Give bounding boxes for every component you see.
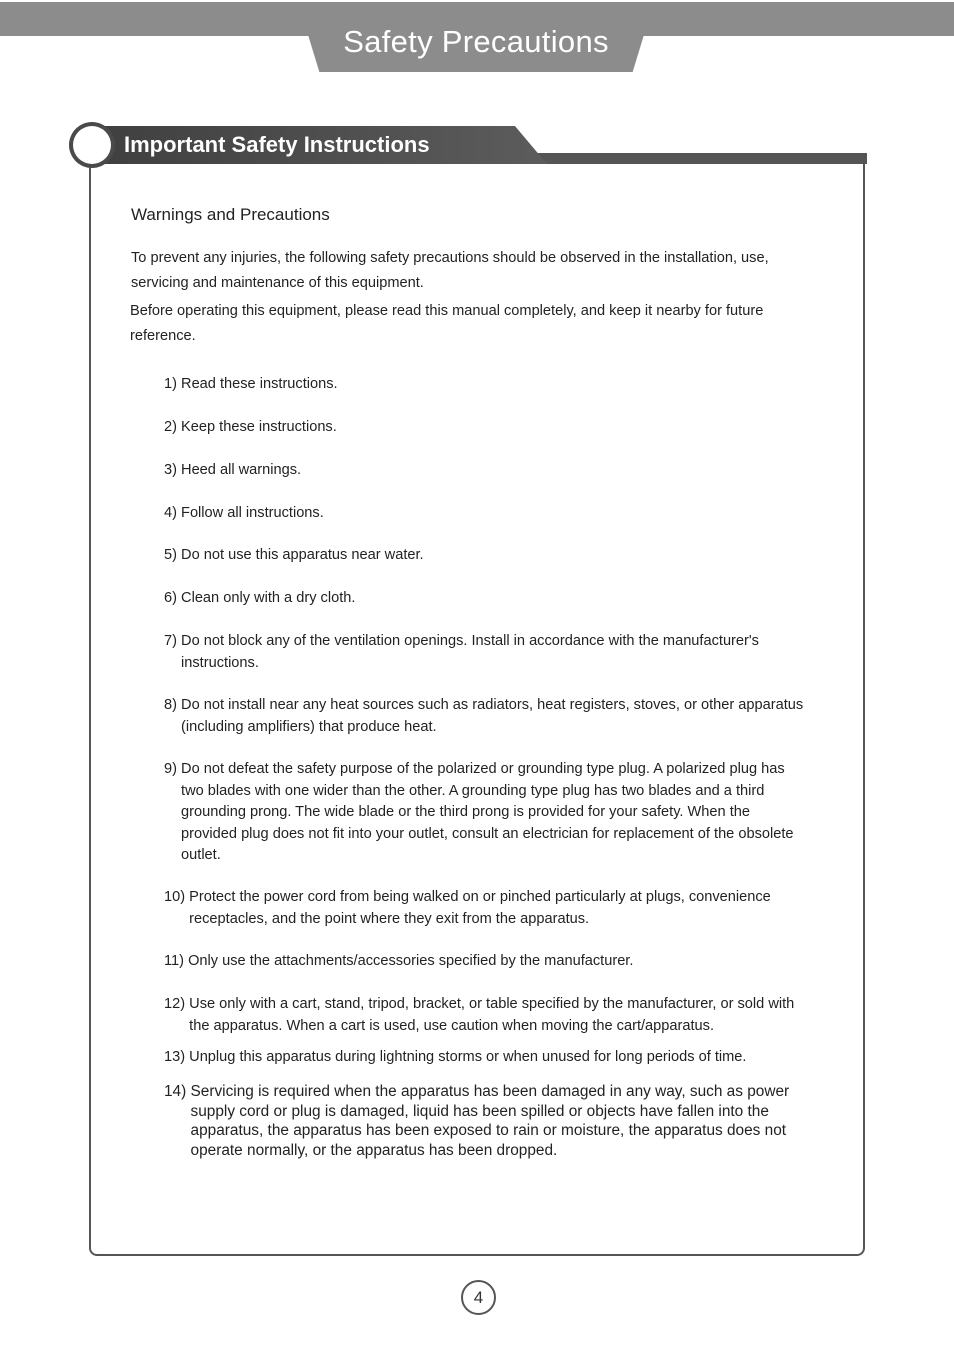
list-item [164, 759, 804, 867]
item-text: Clean only with a dry cloth. [181, 590, 356, 606]
read-manual-paragraph: Before operating this equipment, please read this manual completely, and keep it nearby for future reference. [130, 303, 764, 344]
warnings-title: Warnings and Precautions [131, 205, 330, 224]
list-item [164, 417, 804, 439]
list-item [164, 951, 804, 973]
item-text: Unplug this apparatus during lightning storms or when unused for long periods of time. [189, 1049, 747, 1065]
item-text: Only use the attachments/accessories specified by the manufacturer. [188, 953, 634, 969]
item-text: Do not block any of the ventilation openings. Install in accordance with the manufacturer's instructions. [181, 633, 759, 671]
item-number: 9) [164, 761, 182, 777]
item-number: 11) [164, 953, 189, 969]
list-item [164, 460, 804, 482]
item-number: 1) [164, 376, 182, 392]
page-number: 4 [461, 1280, 496, 1315]
item-text: Use only with a cart, stand, tripod, bracket, or table specified by the manufacturer, or sold with the apparatus. When a cart is used, use caution when moving the cart/apparatus. [189, 996, 795, 1034]
item-text: Do not defeat the safety purpose of the polarized or grounding type plug. A polarized plug has two blades with one wider than the other. A grounding type plug has two blades and a third grounding prong. The wide blade or the third prong is provided for your safety. When the provided plug does not fit into your outlet, consult an electrician for replacement of the obsolete outlet. [181, 761, 794, 863]
list-item [164, 588, 804, 610]
item-number: 2) [164, 419, 182, 435]
list-item [164, 374, 804, 396]
item-number: 4) [164, 505, 182, 521]
item-text: Follow all instructions. [181, 505, 324, 521]
item-number: 10) [164, 889, 190, 905]
item-text: Do not use this apparatus near water. [181, 547, 424, 563]
list-item [164, 994, 804, 1037]
item-number: 12) [164, 996, 190, 1012]
list-item [164, 631, 804, 674]
section-circle-inner [73, 126, 111, 164]
list-item [164, 503, 804, 525]
list-item [164, 1082, 824, 1160]
intro-paragraph: To prevent any injuries, the following safety precautions should be observed in the installation, use, servicing and maintenance of this equipment. [131, 250, 769, 291]
item-text: Heed all warnings. [181, 462, 302, 478]
item-text: Keep these instructions. [181, 419, 337, 435]
section-title: Important Safety Instructions [124, 132, 430, 157]
list-item [164, 545, 804, 567]
list-item [164, 1047, 804, 1069]
item-text: Do not install near any heat sources such as radiators, heat registers, stoves, or other apparatus (including amplifiers) that produce heat. [181, 697, 804, 735]
item-number: 8) [164, 697, 182, 713]
item-number: 6) [164, 590, 182, 606]
item-number: 13) [164, 1049, 190, 1065]
item-text: Protect the power cord from being walked on or pinched particularly at plugs, convenience receptacles, and the point where they exit from the apparatus. [189, 889, 771, 927]
item-number: 3) [164, 462, 182, 478]
page-title: Safety Precautions [343, 24, 609, 59]
item-number: 14) [164, 1083, 191, 1100]
list-item [164, 695, 804, 738]
item-number: 5) [164, 547, 182, 563]
item-text: Read these instructions. [181, 376, 338, 392]
item-text: Servicing is required when the apparatus has been damaged in any way, such as power supply cord or plug is damaged, liquid has been spilled or objects have fallen into the apparatus, the apparatus has been exposed to rain or moisture, the apparatus does not operate normally, or the apparatus has been dropped. [190, 1083, 790, 1159]
list-item [164, 887, 804, 930]
item-number: 7) [164, 633, 182, 649]
